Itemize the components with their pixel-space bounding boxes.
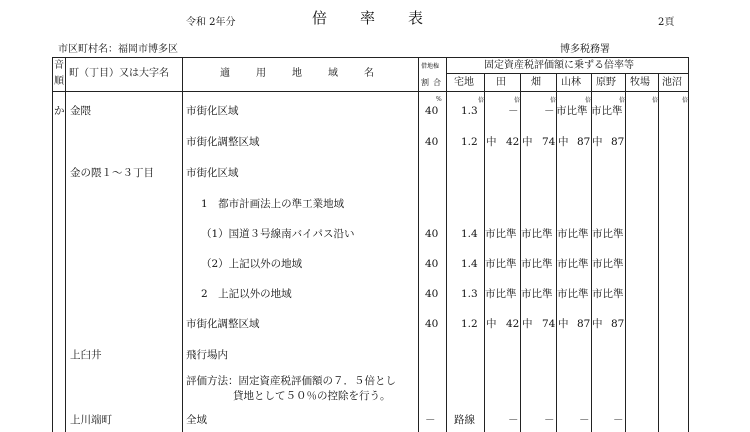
row-ta-prefix: 中	[486, 318, 497, 330]
row-town: 上川端町	[70, 414, 112, 426]
col-sep-genya	[625, 73, 626, 432]
table-right-border	[688, 57, 689, 432]
row-hata-prefix: 中	[522, 136, 533, 148]
row-hata: －	[544, 105, 555, 117]
header-area-char-2: 用	[256, 68, 266, 79]
row-hata-prefix: 中	[522, 318, 533, 330]
header-order: 順	[54, 76, 64, 87]
row-town: 金隈	[70, 105, 91, 117]
row-area: 市街化調整区域	[186, 136, 260, 148]
row-genya: 市比準	[592, 288, 624, 300]
row-genya-prefix: 中	[592, 136, 603, 148]
title-char-1: 倍	[312, 9, 328, 27]
row-ta: 42	[506, 136, 520, 148]
row-ta: －	[508, 414, 519, 426]
unit-bai-hata: 倍	[550, 97, 557, 104]
table-left-border	[52, 57, 53, 432]
row-sanrin: 市比準	[557, 258, 589, 270]
row-area: 評価方法：固定資産税評価額の７．５倍とし	[186, 375, 396, 387]
col-sep-area	[418, 57, 419, 432]
col-sep-ratio	[446, 57, 447, 432]
row-genya: 市比準	[592, 228, 624, 240]
col-sep-takuchi	[484, 73, 485, 432]
row-hata: 市比準	[521, 228, 553, 240]
unit-bai-genya: 倍	[619, 97, 626, 104]
page-number: 2頁	[658, 17, 675, 28]
header-cat-hata: 畑	[531, 77, 541, 88]
col-sep-sanrin	[591, 73, 592, 432]
row-ta: －	[508, 105, 519, 117]
row-town: 金の隈１～３丁目	[70, 167, 154, 179]
col-sep-town	[182, 57, 183, 432]
header-town: 町（丁目）又は大字名	[69, 68, 169, 79]
col-sep-ta	[520, 73, 521, 432]
header-multiplier-title: 固定資産税評価額に乗ずる倍率等	[484, 60, 634, 71]
row-takuchi: 1.2	[461, 318, 478, 330]
tax-office-name: 博多税務署	[560, 44, 610, 55]
header-area-char-4: 域	[328, 68, 338, 79]
header-sound: 音	[54, 60, 64, 71]
row-area: 全域	[186, 414, 207, 426]
row-hata: 市比準	[521, 288, 553, 300]
municipality-name: 市区町村名：福岡市博多区	[58, 44, 178, 55]
row-area-continued: 貸地として５０％の控除を行う。	[233, 390, 391, 402]
row-ta-prefix: 中	[486, 136, 497, 148]
title-char-3: 表	[408, 9, 424, 27]
row-ratio: 40	[425, 105, 439, 117]
row-genya: －	[613, 414, 624, 426]
row-takuchi: 1.3	[461, 105, 478, 117]
row-takuchi: 路線	[454, 414, 475, 426]
row-sanrin: 87	[577, 318, 591, 330]
row-sanrin-prefix: 中	[558, 136, 569, 148]
header-cat-takuchi: 宅地	[454, 77, 474, 88]
row-area: 市街化区域	[186, 167, 239, 179]
row-ratio: 40	[425, 258, 439, 270]
row-hata: －	[544, 414, 555, 426]
header-cat-chisho: 池沼	[662, 77, 682, 88]
row-sanrin: 市比準	[557, 228, 589, 240]
row-area: 市街化区域	[186, 105, 239, 117]
unit-bai-bokujo: 倍	[652, 97, 659, 104]
row-ta: 市比準	[485, 228, 517, 240]
row-ta: 市比準	[485, 258, 517, 270]
row-takuchi: 1.3	[461, 288, 478, 300]
header-leasehold: 借地権	[421, 63, 440, 70]
row-takuchi: 1.4	[461, 228, 478, 240]
header-cat-genya: 原野	[596, 77, 616, 88]
header-bottom-border	[52, 91, 688, 92]
row-ta: 市比準	[485, 288, 517, 300]
unit-percent: %	[436, 96, 442, 103]
row-area: （2）上記以外の地域	[201, 258, 303, 270]
row-town: 上臼井	[70, 349, 102, 361]
row-hata: 市比準	[521, 258, 553, 270]
row-genya: 87	[611, 136, 625, 148]
header-cat-bokujo: 牧場	[630, 77, 650, 88]
row-ratio: 40	[425, 288, 439, 300]
header-ratio-1: 割	[421, 78, 429, 87]
row-area: （1）国道３号線南バイパス沿い	[201, 228, 355, 240]
row-genya: 市比準	[592, 258, 624, 270]
row-genya-prefix: 中	[592, 318, 603, 330]
row-sanrin: －	[579, 414, 590, 426]
row-ratio: 40	[425, 318, 439, 330]
row-ratio: 40	[425, 136, 439, 148]
row-hata: 74	[542, 136, 556, 148]
row-area: 飛行場内	[186, 349, 228, 361]
header-area-char-5: 名	[364, 68, 374, 79]
row-takuchi: 1.2	[461, 136, 478, 148]
row-ratio: 40	[425, 228, 439, 240]
header-area-char-3: 地	[292, 68, 302, 79]
row-genya: 87	[611, 318, 625, 330]
header-cat-sanrin: 山林	[561, 77, 581, 88]
unit-bai-chisho: 倍	[682, 97, 689, 104]
col-sep-kana	[65, 57, 66, 432]
row-sanrin: 市比準	[557, 288, 589, 300]
row-genya: 市比準	[591, 105, 623, 117]
header-ratio-2: 合	[433, 78, 441, 87]
row-area: 2 上記以外の地域	[201, 288, 292, 300]
row-sanrin: 市比準	[556, 105, 588, 117]
row-area: 1 都市計画法上の準工業地域	[201, 198, 345, 210]
row-hata: 74	[542, 318, 556, 330]
table-top-border	[52, 57, 688, 58]
header-cat-ta: 田	[496, 77, 506, 88]
multiplier-title-underline	[446, 73, 688, 74]
era-year: 令和 2年分	[186, 17, 236, 28]
row-kana: か	[54, 105, 65, 117]
unit-bai-ta: 倍	[514, 97, 521, 104]
col-sep-bokujo	[658, 73, 659, 432]
unit-bai-takuchi: 倍	[478, 97, 485, 104]
row-area: 市街化調整区域	[186, 318, 260, 330]
row-takuchi: 1.4	[461, 258, 478, 270]
row-ratio: －	[425, 414, 436, 426]
row-sanrin: 87	[577, 136, 591, 148]
unit-bai-sanrin: 倍	[585, 97, 592, 104]
row-sanrin-prefix: 中	[558, 318, 569, 330]
header-area-char-1: 適	[220, 68, 230, 79]
title-char-2: 率	[360, 9, 376, 27]
row-ta: 42	[506, 318, 520, 330]
col-sep-hata	[556, 73, 557, 432]
